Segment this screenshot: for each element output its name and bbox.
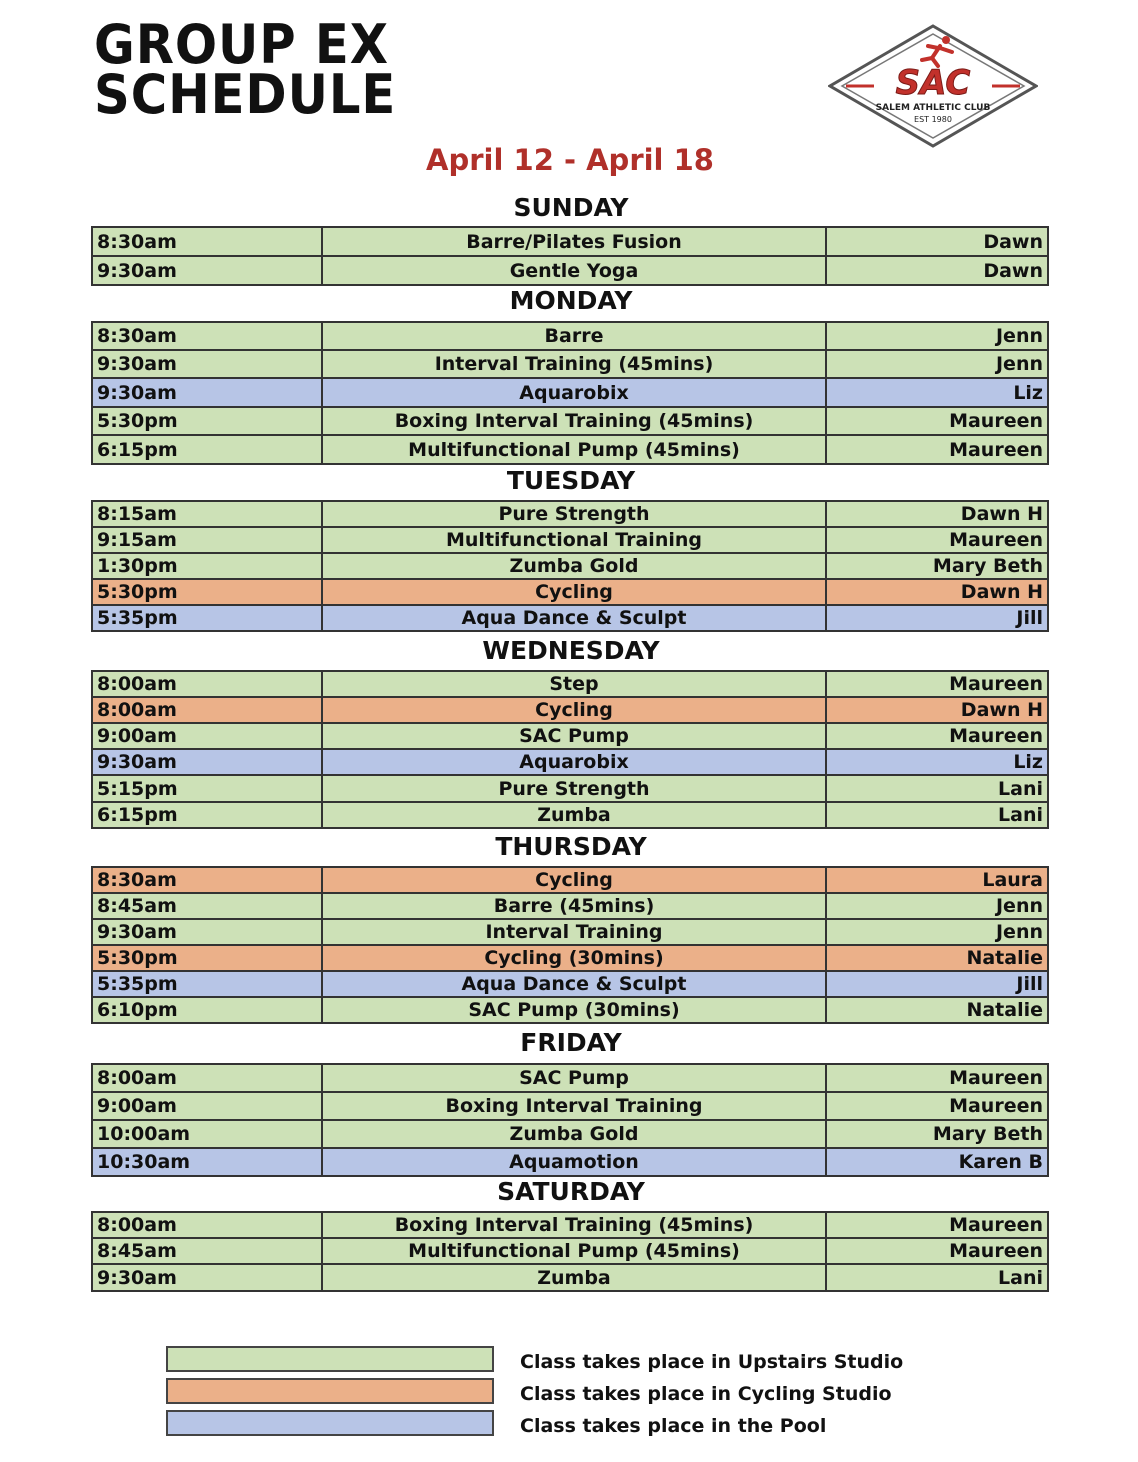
class-name: Pure Strength xyxy=(322,775,826,802)
class-time: 5:30pm xyxy=(92,579,322,605)
class-name: Multifunctional Pump (45mins) xyxy=(322,435,826,464)
class-time: 6:15pm xyxy=(92,435,322,464)
class-name: Aqua Dance & Sculpt xyxy=(322,971,826,997)
instructor-name: Lani xyxy=(826,1264,1048,1291)
day-heading: WEDNESDAY xyxy=(482,636,660,665)
class-name: Barre/Pilates Fusion xyxy=(322,227,826,256)
class-time: 5:35pm xyxy=(92,971,322,997)
title-line-2: SCHEDULE xyxy=(94,63,397,126)
instructor-name: Karen B xyxy=(826,1148,1048,1176)
instructor-name: Maureen xyxy=(826,671,1048,697)
class-name: Barre xyxy=(322,322,826,350)
class-time: 5:35pm xyxy=(92,605,322,631)
day-schedule-table xyxy=(91,500,1049,632)
class-name: Gentle Yoga xyxy=(322,256,826,285)
instructor-name: Liz xyxy=(826,378,1048,407)
class-time: 9:15am xyxy=(92,527,322,553)
class-name: Zumba Gold xyxy=(322,553,826,579)
instructor-name: Maureen xyxy=(826,1064,1048,1092)
instructor-name: Dawn xyxy=(826,256,1048,285)
class-row xyxy=(92,256,1048,285)
class-time: 9:00am xyxy=(92,723,322,749)
class-name: Zumba xyxy=(322,1264,826,1291)
instructor-name: Maureen xyxy=(826,723,1048,749)
class-name: Boxing Interval Training (45mins) xyxy=(322,1212,826,1238)
class-time: 8:45am xyxy=(92,1238,322,1264)
class-row xyxy=(92,671,1048,697)
class-time: 8:30am xyxy=(92,322,322,350)
instructor-name: Dawn xyxy=(826,227,1048,256)
class-row xyxy=(92,1264,1048,1291)
class-row xyxy=(92,435,1048,464)
instructor-name: Maureen xyxy=(826,527,1048,553)
class-time: 10:30am xyxy=(92,1148,322,1176)
class-row xyxy=(92,322,1048,350)
class-time: 8:15am xyxy=(92,501,322,527)
class-name: Cycling xyxy=(322,867,826,893)
class-row xyxy=(92,945,1048,971)
instructor-name: Jill xyxy=(826,605,1048,631)
sac-logo xyxy=(828,24,1038,148)
logo-established: EST 1980 xyxy=(914,115,952,124)
class-name: Cycling xyxy=(322,697,826,723)
day-heading: TUESDAY xyxy=(506,466,636,495)
day-heading: SUNDAY xyxy=(513,193,629,222)
class-row xyxy=(92,697,1048,723)
instructor-name: Maureen xyxy=(826,1092,1048,1120)
date-range: April 12 - April 18 xyxy=(426,143,714,177)
class-name: Interval Training xyxy=(322,919,826,945)
class-name: Pure Strength xyxy=(322,501,826,527)
class-name: Boxing Interval Training xyxy=(322,1092,826,1120)
class-time: 1:30pm xyxy=(92,553,322,579)
class-time: 8:00am xyxy=(92,1212,322,1238)
class-row xyxy=(92,867,1048,893)
class-name: Cycling (30mins) xyxy=(322,945,826,971)
instructor-name: Dawn H xyxy=(826,501,1048,527)
class-time: 9:00am xyxy=(92,1092,322,1120)
class-row xyxy=(92,749,1048,775)
day-heading: FRIDAY xyxy=(520,1028,622,1057)
class-row xyxy=(92,997,1048,1023)
day-schedule-table xyxy=(91,1063,1049,1177)
instructor-name: Dawn H xyxy=(826,697,1048,723)
class-name: Boxing Interval Training (45mins) xyxy=(322,407,826,435)
class-time: 9:30am xyxy=(92,256,322,285)
logo-subtitle: SALEM ATHLETIC CLUB xyxy=(875,103,991,113)
instructor-name: Jill xyxy=(826,971,1048,997)
legend-label-cycling: Class takes place in Cycling Studio xyxy=(520,1383,892,1405)
instructor-name: Lani xyxy=(826,802,1048,828)
class-row xyxy=(92,553,1048,579)
class-row xyxy=(92,579,1048,605)
class-time: 8:00am xyxy=(92,697,322,723)
class-row xyxy=(92,501,1048,527)
class-name: SAC Pump xyxy=(322,723,826,749)
class-time: 5:30pm xyxy=(92,407,322,435)
day-heading: SATURDAY xyxy=(497,1177,645,1206)
class-time: 10:00am xyxy=(92,1120,322,1148)
instructor-name: Jenn xyxy=(826,350,1048,378)
class-name: Aquarobix xyxy=(322,749,826,775)
day-schedule-table xyxy=(91,670,1049,829)
instructor-name: Jenn xyxy=(826,919,1048,945)
instructor-name: Lani xyxy=(826,775,1048,802)
class-row xyxy=(92,893,1048,919)
class-row xyxy=(92,1212,1048,1238)
class-row xyxy=(92,605,1048,631)
class-name: Multifunctional Pump (45mins) xyxy=(322,1238,826,1264)
class-time: 8:30am xyxy=(92,227,322,256)
day-schedule-table xyxy=(91,321,1049,465)
legend-swatch-pool xyxy=(166,1410,494,1436)
class-name: Zumba xyxy=(322,802,826,828)
class-time: 9:30am xyxy=(92,378,322,407)
class-row xyxy=(92,378,1048,407)
instructor-name: Maureen xyxy=(826,435,1048,464)
instructor-name: Laura xyxy=(826,867,1048,893)
day-schedule-table xyxy=(91,1211,1049,1292)
logo-name: SAC xyxy=(895,63,971,103)
class-time: 9:30am xyxy=(92,749,322,775)
legend-label-upstairs: Class takes place in Upstairs Studio xyxy=(520,1351,904,1373)
class-name: Multifunctional Training xyxy=(322,527,826,553)
class-time: 8:30am xyxy=(92,867,322,893)
class-time: 5:15pm xyxy=(92,775,322,802)
class-name: Interval Training (45mins) xyxy=(322,350,826,378)
instructor-name: Mary Beth xyxy=(826,1120,1048,1148)
legend-swatch-upstairs xyxy=(166,1346,494,1372)
class-time: 9:30am xyxy=(92,350,322,378)
class-name: Aquarobix xyxy=(322,378,826,407)
class-row xyxy=(92,723,1048,749)
class-row xyxy=(92,1148,1048,1176)
title-line-1: GROUP EX xyxy=(94,13,389,76)
class-name: SAC Pump xyxy=(322,1064,826,1092)
class-row xyxy=(92,1238,1048,1264)
instructor-name: Natalie xyxy=(826,997,1048,1023)
instructor-name: Dawn H xyxy=(826,579,1048,605)
class-row xyxy=(92,1120,1048,1148)
class-time: 9:30am xyxy=(92,919,322,945)
legend-swatch-cycling xyxy=(166,1378,494,1404)
class-name: Aquamotion xyxy=(322,1148,826,1176)
class-row xyxy=(92,1064,1048,1092)
class-name: Cycling xyxy=(322,579,826,605)
class-time: 9:30am xyxy=(92,1264,322,1291)
instructor-name: Jenn xyxy=(826,322,1048,350)
class-row xyxy=(92,527,1048,553)
class-time: 8:45am xyxy=(92,893,322,919)
class-time: 6:15pm xyxy=(92,802,322,828)
class-row xyxy=(92,919,1048,945)
instructor-name: Mary Beth xyxy=(826,553,1048,579)
page-title xyxy=(94,13,397,126)
class-time: 5:30pm xyxy=(92,945,322,971)
day-heading: THURSDAY xyxy=(495,832,647,861)
class-row xyxy=(92,227,1048,256)
class-time: 6:10pm xyxy=(92,997,322,1023)
day-heading: MONDAY xyxy=(509,286,633,315)
instructor-name: Liz xyxy=(826,749,1048,775)
day-schedule-table xyxy=(91,866,1049,1024)
instructor-name: Maureen xyxy=(826,407,1048,435)
class-name: SAC Pump (30mins) xyxy=(322,997,826,1023)
class-row xyxy=(92,350,1048,378)
class-row xyxy=(92,775,1048,802)
class-row xyxy=(92,1092,1048,1120)
class-row xyxy=(92,802,1048,828)
class-name: Zumba Gold xyxy=(322,1120,826,1148)
instructor-name: Natalie xyxy=(826,945,1048,971)
class-row xyxy=(92,971,1048,997)
instructor-name: Maureen xyxy=(826,1238,1048,1264)
legend-label-pool: Class takes place in the Pool xyxy=(520,1415,827,1437)
class-time: 8:00am xyxy=(92,1064,322,1092)
class-name: Barre (45mins) xyxy=(322,893,826,919)
class-name: Step xyxy=(322,671,826,697)
class-row xyxy=(92,407,1048,435)
instructor-name: Maureen xyxy=(826,1212,1048,1238)
class-time: 8:00am xyxy=(92,671,322,697)
class-name: Aqua Dance & Sculpt xyxy=(322,605,826,631)
day-schedule-table xyxy=(91,226,1049,286)
instructor-name: Jenn xyxy=(826,893,1048,919)
